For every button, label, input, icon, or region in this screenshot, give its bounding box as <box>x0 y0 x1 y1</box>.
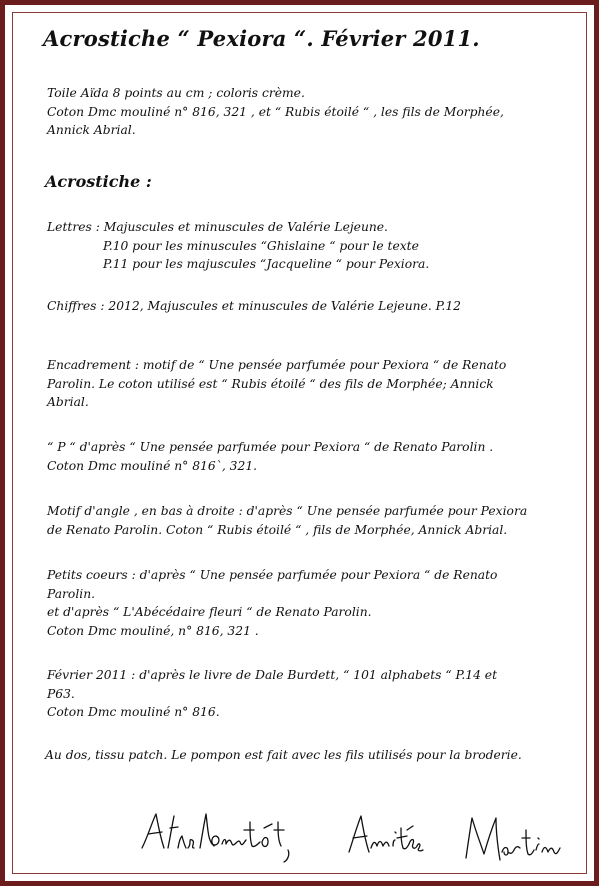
fevrier-line: Coton Dmc mouliné n° 816. <box>47 705 220 719</box>
coeurs-paragraph <box>47 566 567 640</box>
p-line: Coton Dmc mouliné n° 816`, 321. <box>47 458 258 473</box>
encadrement-paragraph <box>47 356 567 412</box>
lettres-line: P.10 pour les minuscules “Ghislaine “ pour le texte <box>103 238 419 253</box>
intro-paragraph <box>47 84 567 140</box>
lettres-line: P.11 pour les majuscules “Jacqueline “ pour Pexiora. <box>103 257 430 271</box>
lettres-paragraph <box>47 218 567 274</box>
p-paragraph <box>47 438 567 475</box>
motif-line: de Renato Parolin. Coton “ Rubis étoilé “ , fils de Morphée, Annick Abrial. <box>47 522 508 537</box>
intro-line: Coton Dmc mouliné n° 816, 321 , et “ Rubis étoilé “ , les fils de Morphée, <box>47 104 504 119</box>
fevrier-line: Février 2011 : d'après le livre de Dale Burdett, “ 101 alphabets “ P.14 et <box>47 668 498 682</box>
signature-martine <box>462 808 562 868</box>
signature-a-tres-bientot <box>138 808 308 868</box>
signature-amities <box>345 808 425 868</box>
motif-line: Motif d'angle , en bas à droite : d'après “ Une pensée parfumée pour Pexiora <box>47 504 528 518</box>
fevrier-line: P63. <box>47 686 75 701</box>
coeurs-line: et d'après “ L'Abécédaire fleuri “ de Renato Parolin. <box>47 605 372 619</box>
lettres-line: Lettres : Majuscules et minuscules de Valérie Lejeune. <box>47 220 388 234</box>
encadrement-line: Abrial. <box>47 395 89 409</box>
p-line: “ P “ d'après “ Une pensée parfumée pour Pexiora “ de Renato Parolin . <box>47 440 494 454</box>
dos-line: Au dos, tissu patch. Le pompon est fait avec les fils utilisés pour la broderie. <box>45 748 522 762</box>
coeurs-line: Parolin. <box>47 586 96 601</box>
chiffres-line: Chiffres : 2012, Majuscules et minuscules de Valérie Lejeune. P.12 <box>47 299 461 313</box>
intro-line: Annick Abrial. <box>47 123 136 137</box>
acrostiche-heading: Acrostiche : <box>45 172 152 191</box>
coeurs-line: Coton Dmc mouliné, n° 816, 321 . <box>47 623 259 638</box>
chiffres-paragraph <box>47 297 567 316</box>
fevrier-paragraph <box>47 666 567 722</box>
coeurs-line: Petits coeurs : d'après “ Une pensée parfumée pour Pexiora “ de Renato <box>47 568 498 582</box>
motif-paragraph <box>47 502 567 539</box>
intro-line: Toile Aïda 8 points au cm ; coloris crème. <box>47 86 305 100</box>
encadrement-line: Encadrement : motif de “ Une pensée parfumée pour Pexiora “ de Renato <box>47 358 507 372</box>
encadrement-line: Parolin. Le coton utilisé est “ Rubis étoilé “ des fils de Morphée; Annick <box>47 376 494 391</box>
document-title: Acrostiche “ Pexiora “. Février 2011. <box>43 26 480 51</box>
dos-paragraph <box>45 746 575 765</box>
